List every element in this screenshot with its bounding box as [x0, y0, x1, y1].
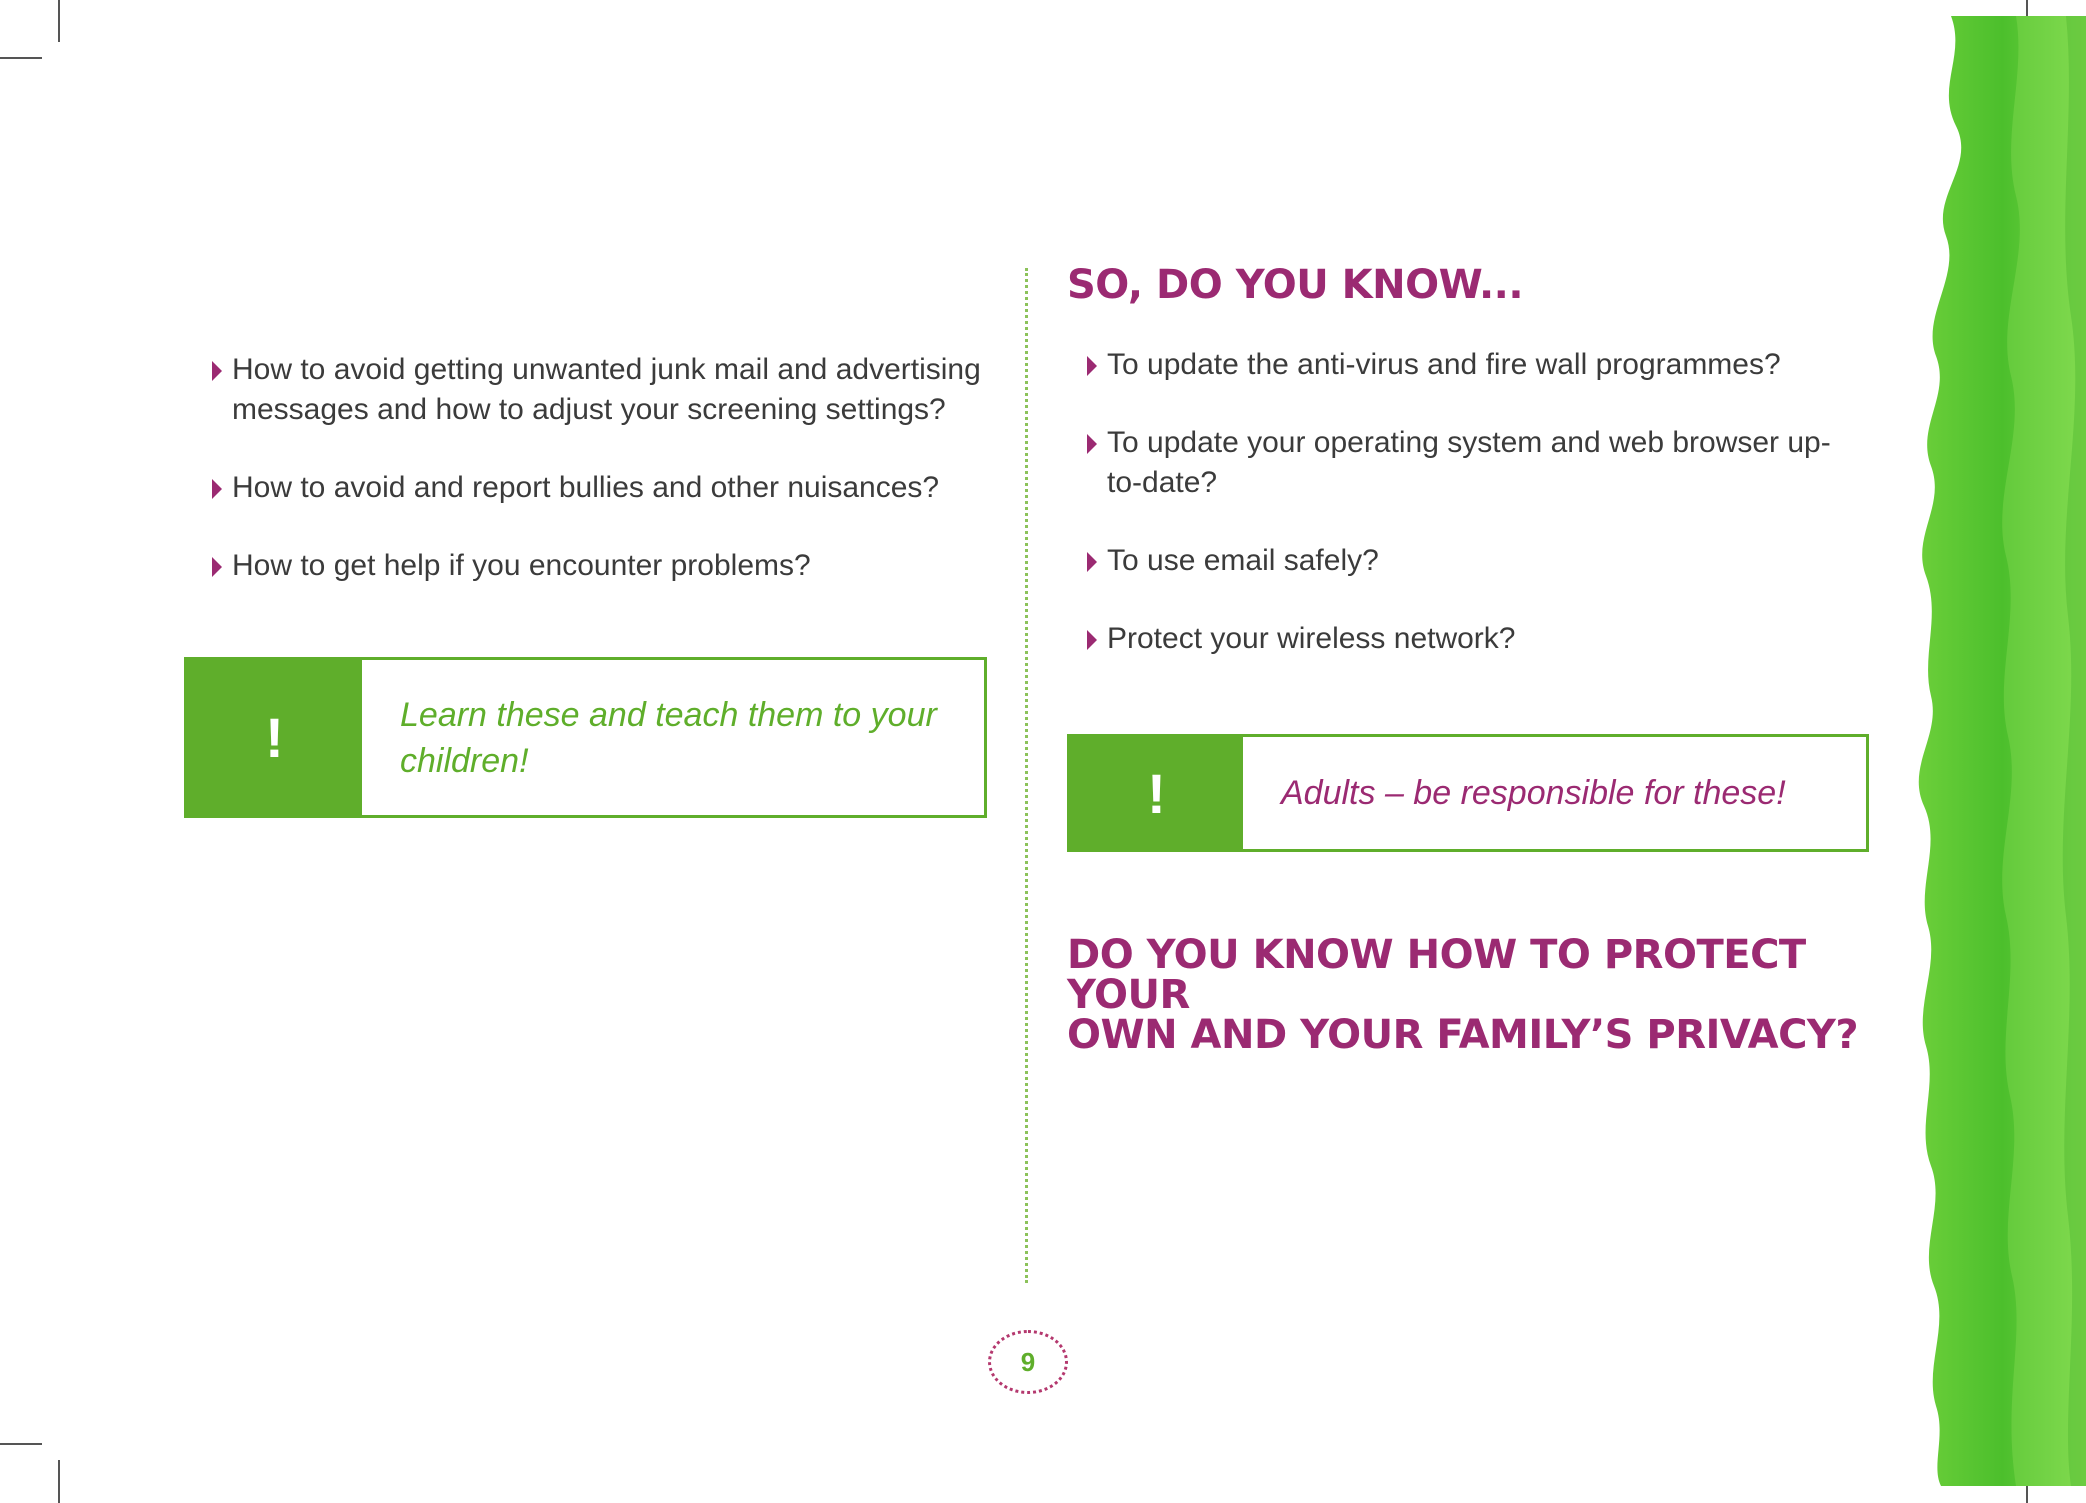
triangle-bullet-icon [1087, 356, 1097, 376]
triangle-bullet-icon [1087, 552, 1097, 572]
callout-text: Learn these and teach them to your children! [400, 695, 937, 780]
callout-text: Adults – be responsible for these! [1281, 774, 1786, 812]
crop-mark [58, 0, 60, 42]
section-heading: SO, DO YOU KNOW... [1067, 262, 1524, 308]
list-item [1080, 619, 1857, 659]
triangle-bullet-icon [1087, 630, 1097, 650]
list-item-text: How to get help if you encounter problems? [232, 549, 811, 582]
list-item [1080, 541, 1857, 581]
grass-border-decoration [1906, 16, 2086, 1486]
privacy-heading-line: OWN AND YOUR FAMILY’S PRIVACY? [1067, 1012, 1859, 1058]
list-item-text: How to avoid and report bullies and other nuisances? [232, 471, 940, 504]
list-item [205, 468, 995, 508]
column-divider [1025, 268, 1028, 1283]
crop-mark [0, 57, 42, 59]
triangle-bullet-icon [212, 479, 222, 499]
triangle-bullet-icon [212, 361, 222, 381]
right-column [1067, 262, 1857, 697]
list-item [205, 546, 995, 586]
exclamation-icon: ! [1070, 737, 1243, 849]
list-item-text: How to avoid getting unwanted junk mail and advertising messages and how to adjust your screening settings? [232, 353, 981, 426]
crop-mark [58, 1460, 60, 1503]
list-item [1080, 345, 1857, 385]
triangle-bullet-icon [212, 557, 222, 577]
list-item-text: To use email safely? [1107, 544, 1379, 577]
privacy-heading [1067, 932, 1867, 1058]
crop-mark [0, 1443, 42, 1445]
list-item-text: To update your operating system and web browser up-to-date? [1107, 426, 1831, 499]
left-bullet-list [205, 350, 995, 586]
list-item-text: Protect your wireless network? [1107, 622, 1516, 655]
page-number: 9 [988, 1330, 1068, 1394]
learn-callout-box [184, 657, 987, 818]
right-bullet-list [1080, 345, 1857, 659]
exclamation-icon: ! [187, 660, 362, 815]
adults-callout-box [1067, 734, 1869, 852]
list-item-text: To update the anti-virus and fire wall programmes? [1107, 348, 1781, 381]
list-item [205, 350, 995, 430]
privacy-heading-line: DO YOU KNOW HOW TO PROTECT YOUR [1067, 932, 1806, 1018]
list-item [1080, 423, 1857, 503]
triangle-bullet-icon [1087, 434, 1097, 454]
left-column [205, 350, 995, 624]
